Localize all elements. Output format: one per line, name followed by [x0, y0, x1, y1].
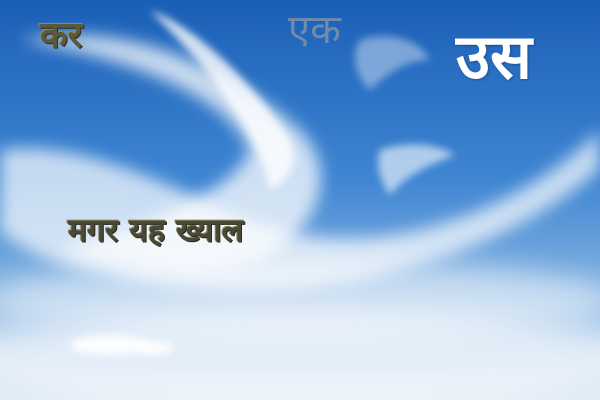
word-ek: एक	[288, 7, 341, 53]
word-us: उस	[456, 20, 532, 93]
word-kar: कर	[40, 15, 83, 56]
phrase-magar-yah-khyal: मगर यह ख्याल	[68, 211, 244, 249]
